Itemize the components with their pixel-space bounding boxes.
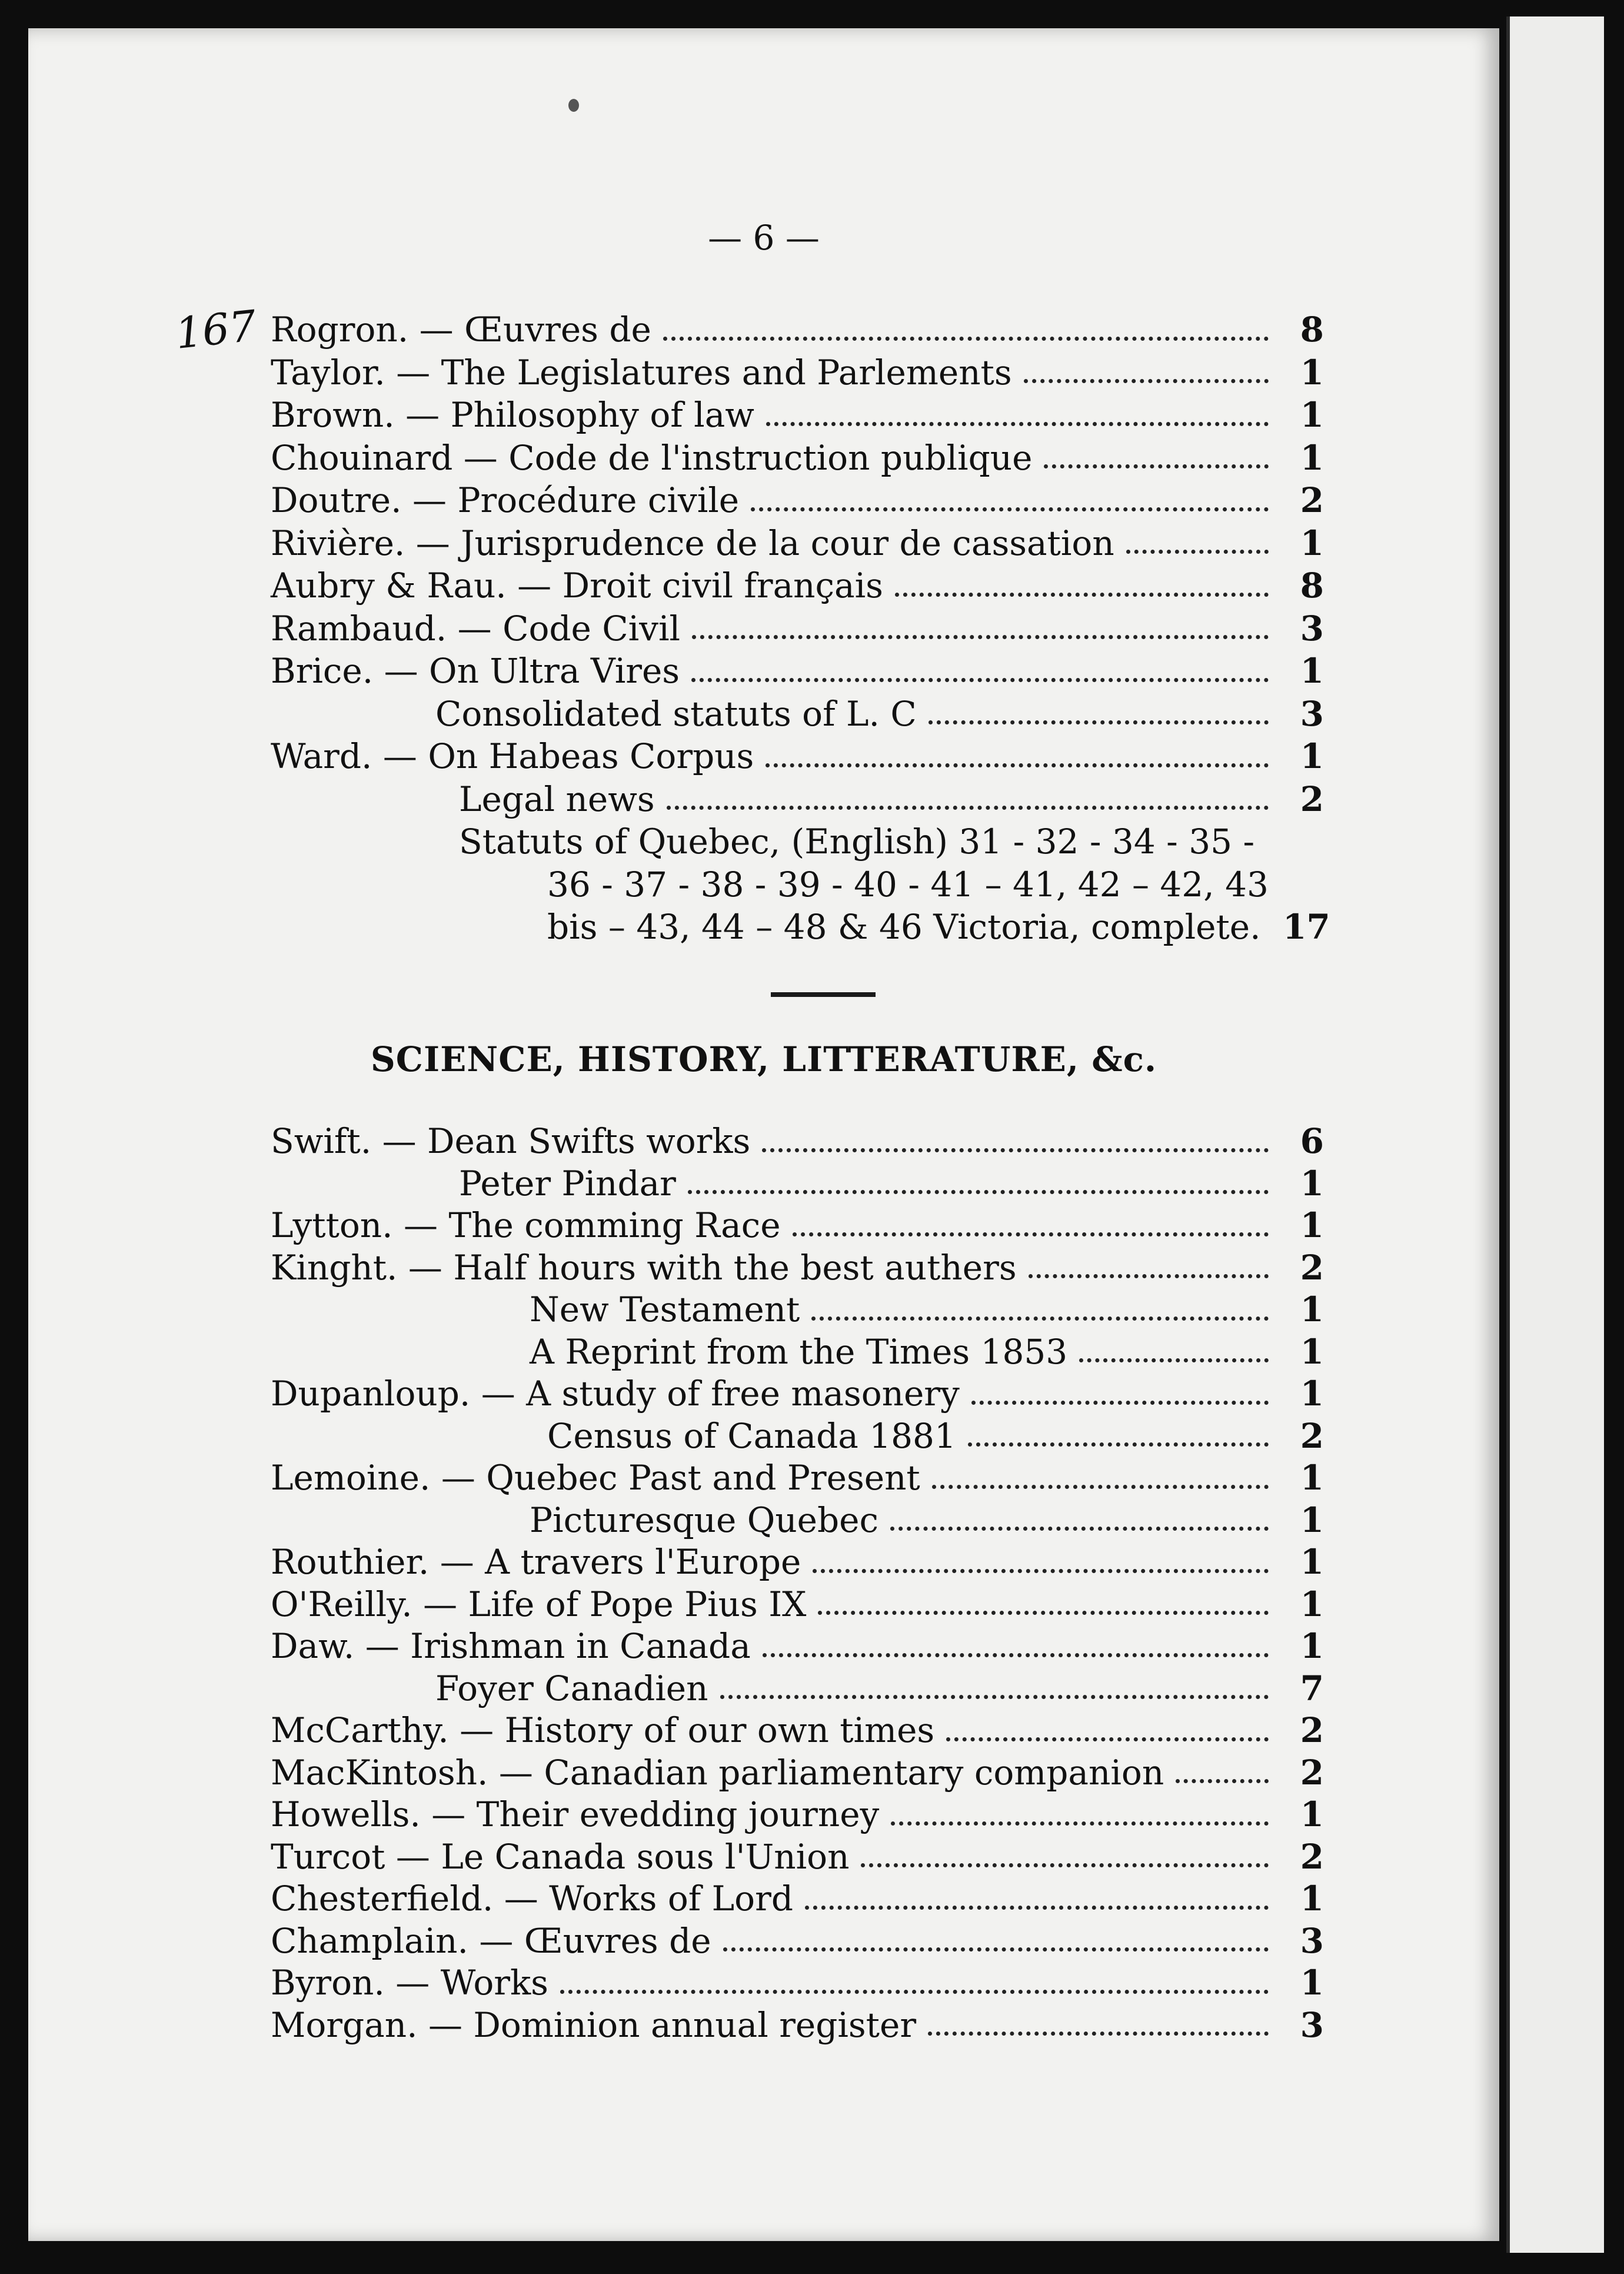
entry-quantity: 1: [1300, 1626, 1324, 1666]
entry-text: A Reprint from the Times 1853: [530, 1331, 1068, 1372]
dot-leader: [793, 1232, 1269, 1236]
entry-text: Taylor. — The Legislatures and Parlements: [271, 352, 1012, 393]
catalog-entry: [271, 1836, 1324, 1879]
dot-leader: [946, 1737, 1269, 1741]
entry-quantity: 1: [1300, 1500, 1324, 1540]
catalog-entry: [271, 650, 1324, 693]
dot-leader: [890, 1527, 1269, 1531]
catalog-entry: [271, 1373, 1324, 1415]
dot-leader: [932, 1485, 1269, 1489]
dot-leader: [1029, 1274, 1269, 1278]
handwritten-mark: 167: [172, 301, 259, 358]
dot-leader: [928, 2032, 1269, 2036]
catalog-entry: [271, 1668, 1324, 1710]
catalog-entry: [271, 906, 1330, 949]
entry-text: Chouinard — Code de l'instruction publique: [271, 437, 1033, 478]
entry-quantity: 1: [1300, 1458, 1324, 1498]
dot-leader: [805, 1906, 1269, 1910]
entry-quantity: 2: [1300, 1836, 1324, 1877]
entry-text: Routhier. — A travers l'Europe: [271, 1542, 801, 1582]
entry-quantity: 2: [1300, 1247, 1324, 1288]
catalog-entry: [271, 693, 1324, 736]
catalog-entry: [271, 1289, 1324, 1331]
catalog-entry: [271, 1163, 1324, 1205]
catalog-section-science: [271, 1121, 1324, 2046]
dot-leader: [929, 720, 1269, 724]
entry-text: Census of Canada 1881: [547, 1415, 956, 1456]
dot-leader: [691, 678, 1269, 682]
dot-leader: [720, 1695, 1269, 1699]
catalog-entry-continued: [271, 863, 1324, 906]
section-heading: SCIENCE, HISTORY, LITTERATURE, &c.: [370, 1039, 1157, 1079]
catalog-entry: [271, 1710, 1324, 1752]
catalog-entry: [271, 1794, 1324, 1836]
entry-text: New Testament: [530, 1289, 800, 1329]
dot-leader: [1079, 1358, 1269, 1362]
entry-quantity: 3: [1300, 1920, 1324, 1961]
entry-quantity: 8: [1300, 566, 1324, 606]
entry-quantity: 17: [1283, 907, 1330, 947]
entry-text: Ward. — On Habeas Corpus: [271, 736, 754, 776]
catalog-entry: [271, 351, 1324, 394]
dot-leader: [968, 1442, 1269, 1447]
catalog-entry: [271, 1500, 1324, 1542]
ink-blot: [568, 99, 579, 112]
catalog-entry: [271, 522, 1324, 565]
dot-leader: [1044, 464, 1269, 468]
dot-leader: [861, 1863, 1269, 1867]
entry-quantity: 2: [1300, 779, 1324, 819]
entry-quantity: 2: [1300, 480, 1324, 520]
dot-leader: [895, 593, 1269, 597]
entry-text: Dupanloup. — A study of free masonery: [271, 1374, 960, 1414]
entry-quantity: 1: [1300, 395, 1324, 435]
page-number: — 6 —: [708, 218, 820, 258]
entry-text: 36 - 37 - 38 - 39 - 40 - 41 – 41, 42 – 42, 43: [547, 864, 1269, 905]
catalog-entry: [271, 1247, 1324, 1289]
entry-text: O'Reilly. — Life of Pope Pius IX: [271, 1584, 807, 1624]
catalog-entry-continued: [271, 820, 1324, 863]
entry-quantity: 1: [1300, 1289, 1324, 1329]
entry-quantity: 1: [1300, 437, 1324, 478]
entry-text: Brown. — Philosophy of law: [271, 395, 754, 435]
catalog-entry: [271, 778, 1324, 821]
catalog-entry: [271, 1878, 1324, 1920]
entry-text: Peter Pindar: [459, 1163, 676, 1204]
entry-text: Howells. — Their evedding journey: [271, 1794, 880, 1834]
dot-leader: [766, 763, 1269, 767]
dot-leader: [688, 1190, 1269, 1194]
entry-text: Rogron. — Œuvres de: [271, 310, 651, 350]
entry-text: Swift. — Dean Swifts works: [271, 1121, 751, 1161]
dot-leader: [667, 806, 1269, 810]
entry-quantity: 2: [1300, 1415, 1324, 1456]
dot-leader: [891, 1821, 1269, 1826]
catalog-entry: [271, 564, 1324, 607]
entry-quantity: 1: [1300, 736, 1324, 776]
entry-quantity: 8: [1300, 310, 1324, 350]
entry-quantity: 1: [1300, 651, 1324, 691]
dot-leader: [1176, 1779, 1269, 1783]
entry-text: Legal news: [459, 779, 655, 819]
entry-quantity: 3: [1300, 2004, 1324, 2045]
entry-quantity: 7: [1300, 1668, 1324, 1708]
entry-quantity: 1: [1300, 1331, 1324, 1372]
catalog-entry: [271, 437, 1324, 480]
entry-quantity: 1: [1300, 1794, 1324, 1834]
entry-text: McCarthy. — History of our own times: [271, 1710, 935, 1750]
catalog-section-law: [271, 308, 1330, 949]
entry-quantity: 3: [1300, 608, 1324, 649]
entry-quantity: 1: [1300, 1163, 1324, 1204]
section-divider: [771, 992, 876, 997]
catalog-entry: [271, 1205, 1324, 1247]
entry-text: Daw. — Irishman in Canada: [271, 1626, 751, 1666]
catalog-entry: [271, 1752, 1324, 1794]
dot-leader: [692, 635, 1269, 639]
dot-leader: [762, 1148, 1269, 1152]
entry-quantity: 2: [1300, 1752, 1324, 1793]
entry-text: Champlain. — Œuvres de: [271, 1920, 711, 1961]
entry-text: Picturesque Quebec: [530, 1500, 878, 1540]
entry-text: bis – 43, 44 – 48 & 46 Victoria, complete.: [547, 907, 1261, 947]
dot-leader: [723, 1947, 1269, 1951]
entry-text: Brice. — On Ultra Vires: [271, 651, 680, 691]
dot-leader: [766, 422, 1269, 426]
catalog-entry: [271, 1584, 1324, 1626]
catalog-entry: [271, 1457, 1324, 1500]
catalog-entry: [271, 1625, 1324, 1668]
entry-quantity: 1: [1300, 1963, 1324, 2003]
catalog-entry: [271, 1331, 1324, 1374]
entry-text: MacKintosh. — Canadian parliamentary companion: [271, 1752, 1164, 1793]
catalog-entry: [271, 1962, 1324, 2004]
catalog-entry: [271, 479, 1324, 522]
entry-text: Statuts of Quebec, (English) 31 - 32 - 34 - 35 -: [459, 822, 1255, 862]
entry-text: Morgan. — Dominion annual register: [271, 2004, 917, 2045]
dot-leader: [1126, 550, 1269, 554]
catalog-entry: [271, 394, 1324, 437]
entry-quantity: 6: [1300, 1121, 1324, 1161]
entry-text: Lytton. — The comming Race: [271, 1205, 781, 1245]
dot-leader: [811, 1316, 1269, 1321]
catalog-entry: [271, 1541, 1324, 1584]
entry-text: Lemoine. — Quebec Past and Present: [271, 1458, 920, 1498]
dot-leader: [663, 337, 1269, 341]
catalog-entry: [271, 735, 1324, 778]
entry-text: Kinght. — Half hours with the best authers: [271, 1247, 1017, 1288]
entry-quantity: 2: [1300, 1710, 1324, 1750]
dot-leader: [818, 1611, 1269, 1615]
dot-leader: [1024, 379, 1269, 383]
entry-text: Byron. — Works: [271, 1963, 548, 2003]
entry-text: Rambaud. — Code Civil: [271, 608, 681, 649]
entry-quantity: 1: [1300, 1879, 1324, 1919]
catalog-entry: [271, 308, 1324, 351]
entry-quantity: 1: [1300, 352, 1324, 393]
document-page: [28, 28, 1499, 2241]
catalog-entry: [271, 607, 1324, 650]
entry-text: Rivière. — Jurisprudence de la cour de cassation: [271, 523, 1114, 563]
entry-text: Chesterfield. — Works of Lord: [271, 1879, 793, 1919]
entry-quantity: 3: [1300, 693, 1324, 734]
entry-quantity: 1: [1300, 1374, 1324, 1414]
entry-text: Aubry & Rau. — Droit civil français: [271, 566, 883, 606]
entry-text: Consolidated statuts of L. C: [435, 693, 917, 734]
catalog-entry: [271, 2004, 1324, 2047]
dot-leader: [751, 507, 1269, 511]
catalog-entry: [271, 1415, 1324, 1458]
entry-quantity: 1: [1300, 523, 1324, 563]
catalog-entry: [271, 1121, 1324, 1163]
entry-text: Foyer Canadien: [435, 1668, 708, 1708]
entry-text: Turcot — Le Canada sous l'Union: [271, 1836, 850, 1877]
entry-quantity: 1: [1300, 1205, 1324, 1245]
entry-text: Doutre. — Procédure civile: [271, 480, 740, 520]
entry-quantity: 1: [1300, 1584, 1324, 1624]
dot-leader: [971, 1401, 1269, 1405]
adjacent-page-edge: [1506, 16, 1604, 2253]
dot-leader: [560, 1990, 1269, 1994]
catalog-entry: [271, 1920, 1324, 1963]
entry-quantity: 1: [1300, 1542, 1324, 1582]
dot-leader: [763, 1653, 1269, 1657]
dot-leader: [813, 1569, 1269, 1573]
